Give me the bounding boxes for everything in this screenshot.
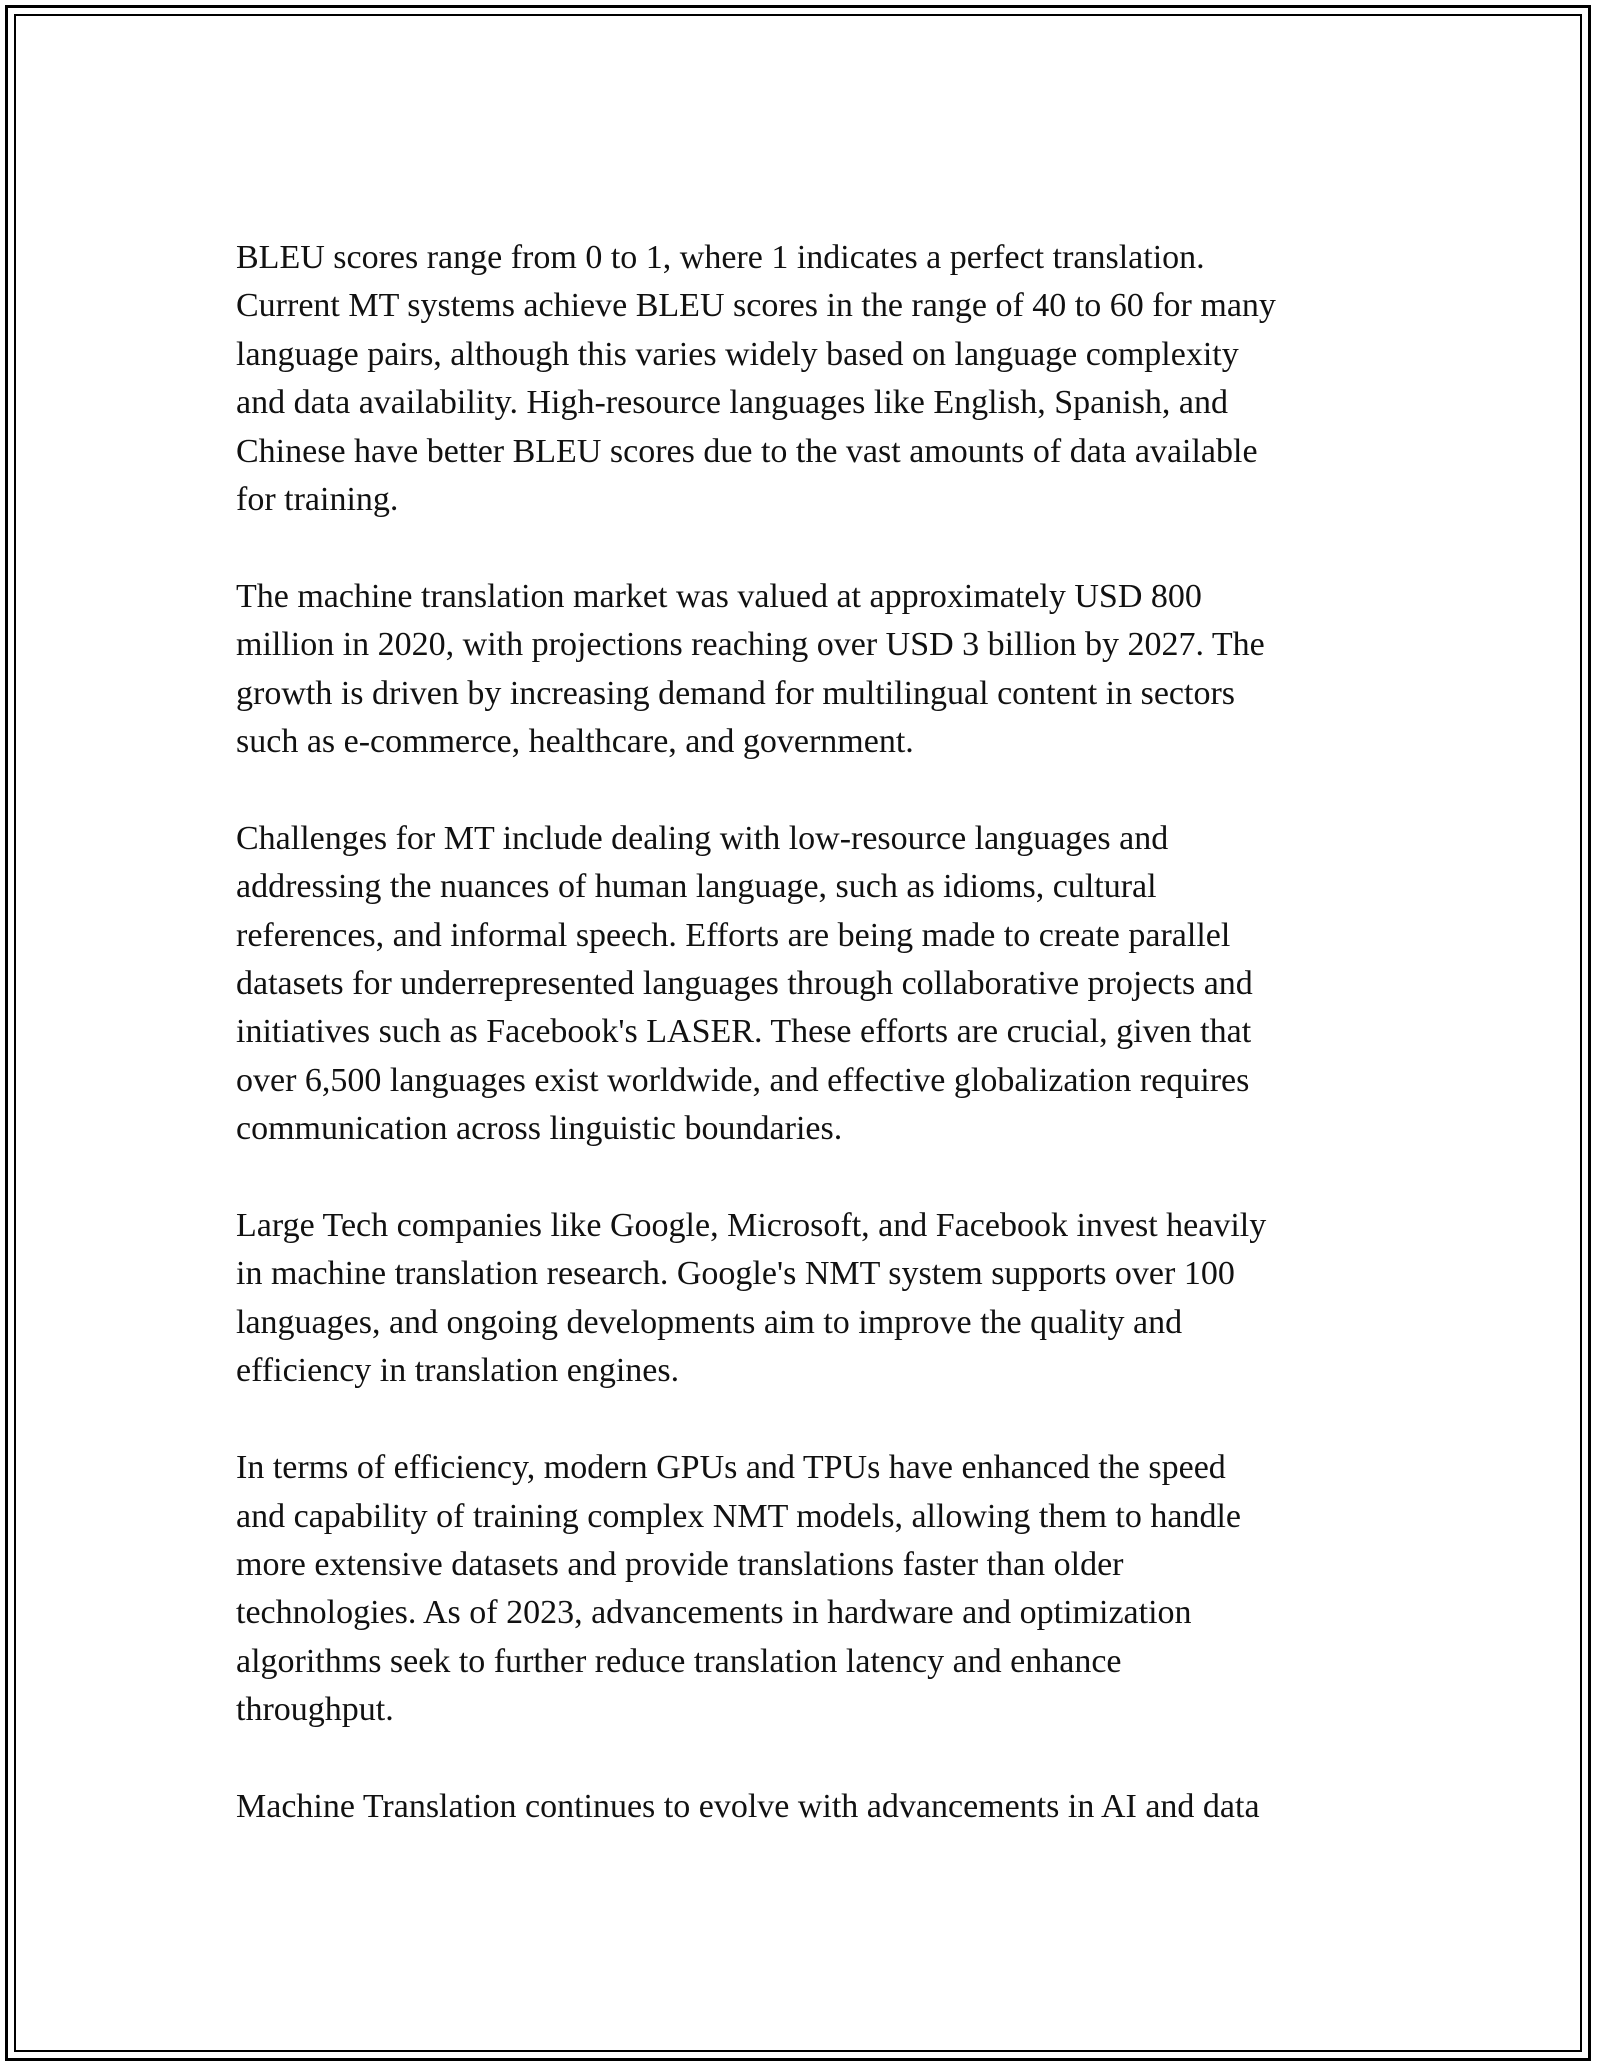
paragraph-bleu-scores: [236, 234, 1376, 524]
text-line: throughput.: [236, 1691, 394, 1729]
text-line: language pairs, although this varies widely based on language complexity: [236, 335, 1239, 373]
paragraph-tech-companies: [236, 1202, 1376, 1396]
text-line: Current MT systems achieve BLEU scores in the range of 40 to 60 for many: [236, 287, 1276, 325]
text-line: algorithms seek to further reduce translation latency and enhance: [236, 1642, 1122, 1680]
paragraph-efficiency: [236, 1444, 1376, 1734]
text-line: addressing the nuances of human language, such as idioms, cultural: [236, 868, 1157, 906]
paragraph-conclusion: [236, 1783, 1376, 1831]
text-line: and capability of training complex NMT models, allowing them to handle: [236, 1497, 1241, 1535]
text-line: datasets for underrepresented languages through collaborative projects and: [236, 965, 1253, 1003]
text-line: million in 2020, with projections reaching over USD 3 billion by 2027. The: [236, 626, 1265, 664]
text-line: and data availability. High-resource languages like English, Spanish, and: [236, 384, 1229, 422]
text-line: BLEU scores range from 0 to 1, where 1 indicates a perfect translation.: [236, 239, 1205, 276]
text-line: Chinese have better BLEU scores due to the vast amounts of data available: [236, 432, 1258, 470]
text-line: for training.: [236, 481, 399, 519]
text-line: references, and informal speech. Efforts are being made to create parallel: [236, 916, 1231, 954]
text-line: in machine translation research. Google's NMT system supports over 100: [236, 1255, 1235, 1293]
text-line: technologies. As of 2023, advancements in hardware and optimization: [236, 1594, 1192, 1632]
text-line: over 6,500 languages exist worldwide, and effective globalization requires: [236, 1061, 1250, 1099]
text-line: languages, and ongoing developments aim to improve the quality and: [236, 1303, 1183, 1341]
text-line: communication across linguistic boundaries.: [236, 1110, 843, 1148]
text-line: efficiency in translation engines.: [236, 1352, 680, 1390]
text-line: In terms of efficiency, modern GPUs and TPUs have enhanced the speed: [236, 1449, 1226, 1487]
paragraph-challenges: [236, 815, 1376, 1154]
text-line: Large Tech companies like Google, Microsoft, and Facebook invest heavily: [236, 1207, 1267, 1245]
text-line: Machine Translation continues to evolve with advancements in AI and data: [236, 1787, 1260, 1825]
text-line: more extensive datasets and provide translations faster than older: [236, 1545, 1124, 1583]
text-line: initiatives such as Facebook's LASER. These efforts are crucial, given that: [236, 1013, 1252, 1051]
text-line: such as e-commerce, healthcare, and government.: [236, 723, 914, 761]
paragraph-market-value: [236, 573, 1376, 767]
text-line: Challenges for MT include dealing with low-resource languages and: [236, 819, 1169, 857]
text-line: The machine translation market was valued at approximately USD 800: [236, 577, 1202, 615]
document-body: [236, 234, 1376, 1880]
text-line: growth is driven by increasing demand for multilingual content in sectors: [236, 674, 1235, 712]
